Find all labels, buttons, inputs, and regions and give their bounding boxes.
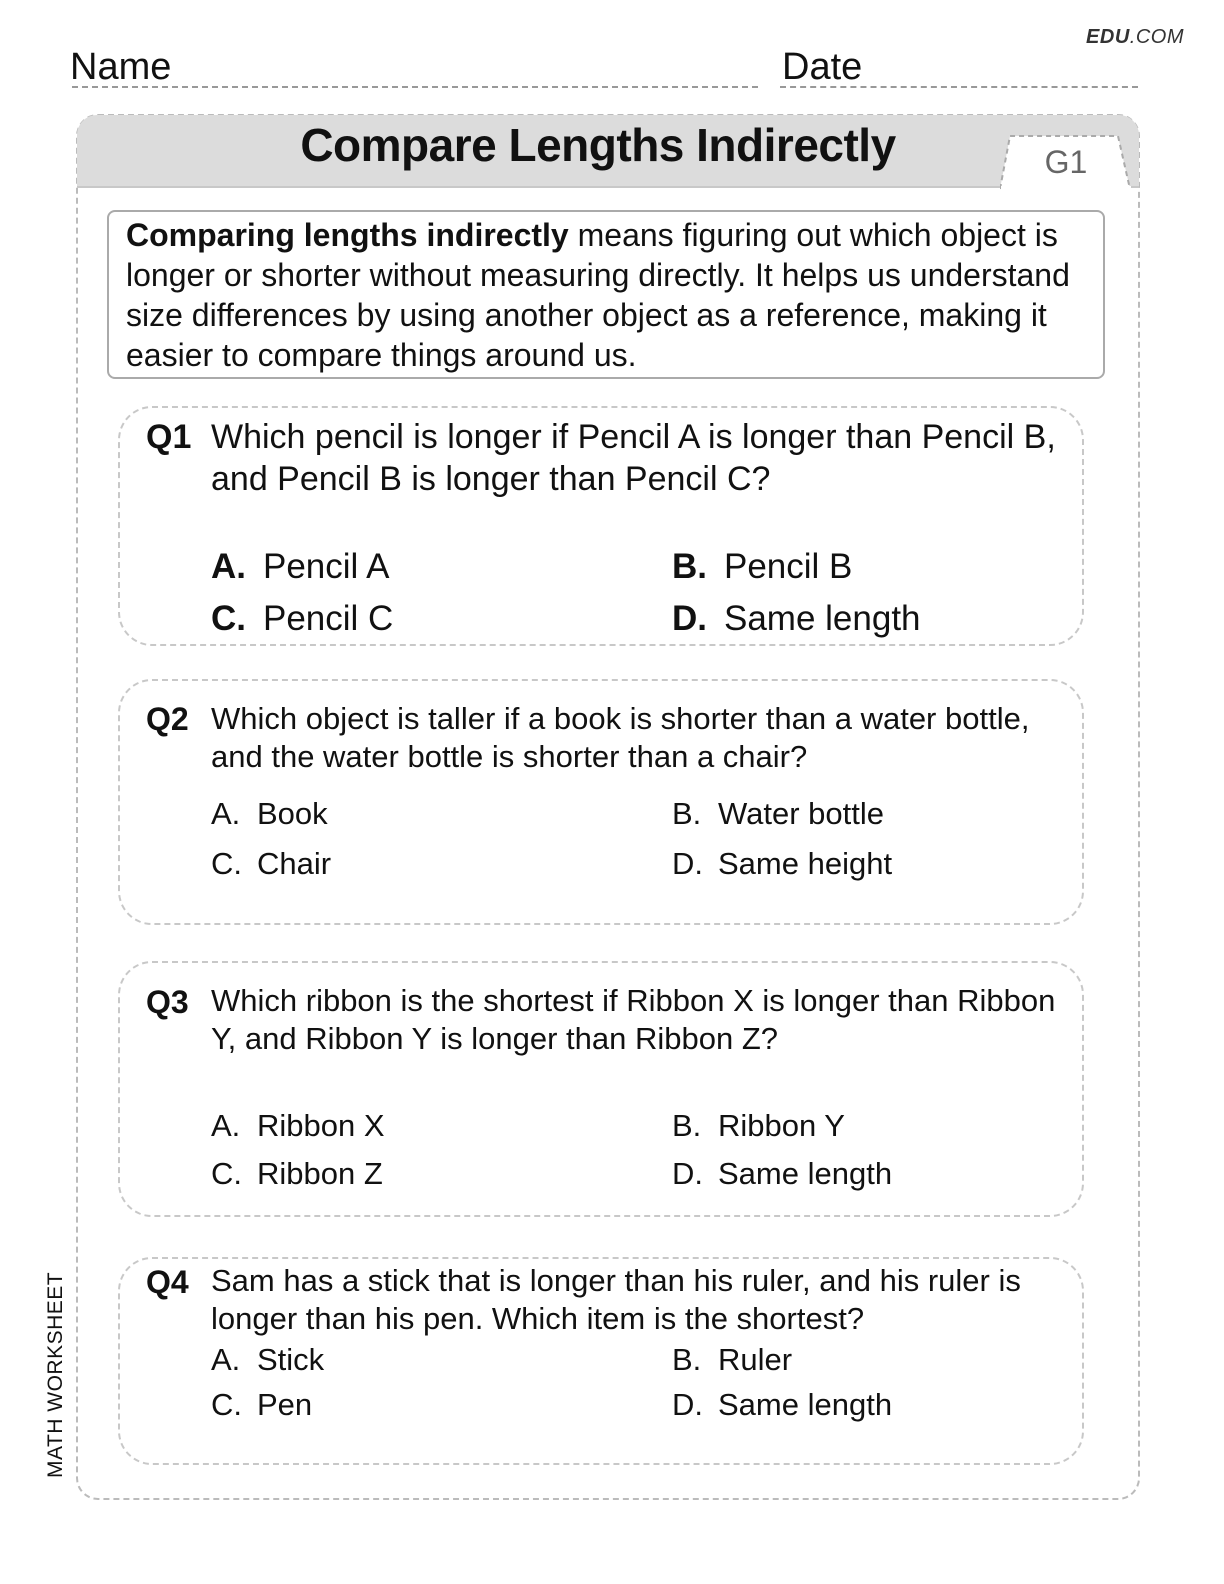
option-3a[interactable]	[211, 1108, 385, 1144]
option-3b[interactable]	[672, 1108, 845, 1144]
side-label: MATH WORKSHEET	[44, 1271, 67, 1478]
question-number-1: Q1	[146, 418, 192, 456]
question-text-4: Sam has a stick that is longer than his ruler, and his ruler is longer than his pen. Which item is the shortest?	[211, 1263, 1021, 1336]
option-4b[interactable]	[672, 1342, 792, 1378]
option-4a[interactable]	[211, 1342, 324, 1378]
option-letter: A.	[211, 1342, 241, 1377]
brand-logo-rest: .COM	[1129, 26, 1184, 48]
intro-box	[107, 210, 1105, 379]
option-letter: D.	[672, 846, 703, 881]
date-label: Date	[782, 46, 863, 88]
option-text: Water bottle	[718, 796, 884, 831]
grade-tab	[1000, 134, 1130, 188]
worksheet-title: Compare Lengths Indirectly	[300, 119, 896, 171]
option-1b[interactable]	[672, 547, 852, 587]
option-text: Pencil B	[724, 547, 853, 586]
option-text: Same height	[718, 846, 893, 881]
option-text: Ribbon Y	[718, 1108, 845, 1143]
question-number-3: Q3	[146, 984, 189, 1020]
option-text: Pen	[257, 1387, 313, 1422]
option-letter: C.	[211, 1387, 242, 1422]
name-field[interactable]	[72, 86, 758, 88]
name-label: Name	[70, 46, 172, 88]
option-2b[interactable]	[672, 796, 884, 832]
option-1a[interactable]	[211, 547, 389, 587]
option-4d[interactable]	[672, 1387, 892, 1423]
intro-text: means figuring out which object is longer or shorter without measuring directly. It helps us understand size differences by using another object as a reference, making it easier to compare things around us.	[126, 217, 1070, 373]
option-text: Pencil A	[263, 547, 390, 586]
option-letter: B.	[672, 547, 707, 586]
question-text-3: Which ribbon is the shortest if Ribbon X is longer than Ribbon Y, and Ribbon Y is longer than Ribbon Z?	[211, 983, 1056, 1056]
option-letter: C.	[211, 1156, 242, 1191]
option-2a[interactable]	[211, 796, 328, 832]
option-text: Ribbon X	[257, 1108, 385, 1143]
option-text: Chair	[257, 846, 332, 881]
intro-term: Comparing lengths indirectly	[126, 217, 569, 253]
brand-logo-bold: EDU	[1086, 26, 1130, 48]
option-text: Book	[257, 796, 328, 831]
brand-logo	[1086, 26, 1184, 49]
option-4c[interactable]	[211, 1387, 312, 1423]
grade-level: G1	[1044, 144, 1088, 180]
option-text: Same length	[718, 1387, 893, 1422]
question-number-2: Q2	[146, 701, 189, 737]
option-1c[interactable]	[211, 599, 393, 639]
option-letter: B.	[672, 1342, 702, 1377]
option-letter: C.	[211, 599, 246, 638]
option-letter: B.	[672, 796, 702, 831]
option-text: Same length	[724, 599, 921, 638]
question-text-1: Which pencil is longer if Pencil A is longer than Pencil B, and Pencil B is longer than Pencil C?	[211, 418, 1056, 498]
option-letter: A.	[211, 796, 241, 831]
option-letter: D.	[672, 1387, 703, 1422]
date-field[interactable]	[780, 86, 1138, 88]
option-1d[interactable]	[672, 599, 921, 639]
option-text: Pencil C	[263, 599, 394, 638]
option-text: Stick	[257, 1342, 325, 1377]
option-letter: A.	[211, 1108, 241, 1143]
option-2d[interactable]	[672, 846, 892, 882]
option-text: Same length	[718, 1156, 893, 1191]
option-3d[interactable]	[672, 1156, 892, 1192]
option-text: Ruler	[718, 1342, 793, 1377]
option-text: Ribbon Z	[257, 1156, 383, 1191]
option-letter: B.	[672, 1108, 702, 1143]
question-number-4: Q4	[146, 1264, 189, 1300]
option-2c[interactable]	[211, 846, 331, 882]
option-letter: C.	[211, 846, 242, 881]
option-letter: A.	[211, 547, 246, 586]
option-3c[interactable]	[211, 1156, 383, 1192]
option-letter: D.	[672, 599, 707, 638]
option-letter: D.	[672, 1156, 703, 1191]
question-text-2: Which object is taller if a book is shorter than a water bottle, and the water bottle is shorter than a chair?	[211, 701, 1030, 774]
